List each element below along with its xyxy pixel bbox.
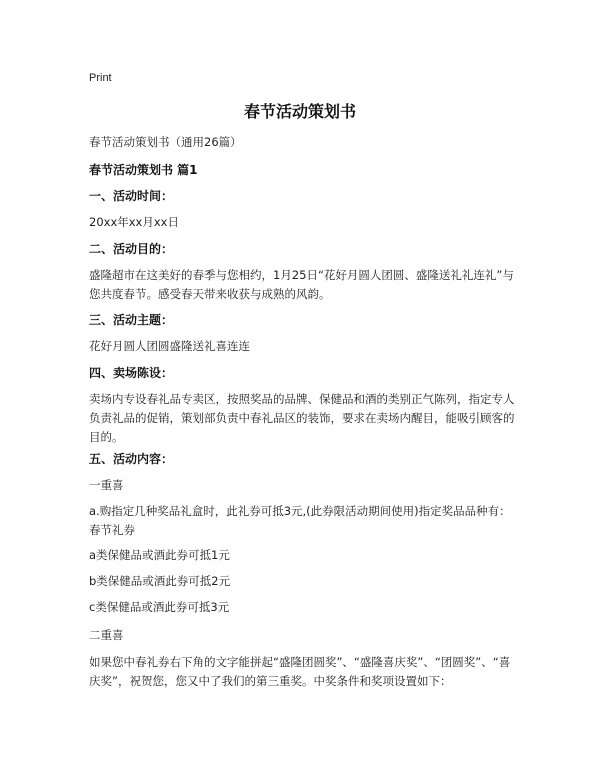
display-text: 卖场内专设春礼品专卖区，按照奖品的品牌、保健品和酒的类别正气陈列，指定专人负责礼品的促销，策划部负责中春礼品区的装饰，要求在卖场内醒目，能吸引顾客的目的。 xyxy=(89,392,515,444)
time-heading: 一、活动时间： xyxy=(89,189,174,203)
section-title: 春节活动策划书 篇1 xyxy=(89,163,198,177)
print-label[interactable]: Print xyxy=(89,72,112,84)
display-heading: 四、卖场陈设： xyxy=(89,366,174,380)
content-heading: 五、活动内容： xyxy=(89,452,174,466)
time-value: 20xx年xx月xx日 xyxy=(89,215,179,229)
document-title: 春节活动策划书 xyxy=(243,102,356,121)
prize1-item-c: c类保健品或酒此券可抵3元 xyxy=(89,600,230,614)
theme-heading: 三、活动主题： xyxy=(89,313,174,327)
purpose-heading: 二、活动目的： xyxy=(89,242,174,256)
prize1-text: a.购指定几种奖品礼盒时，此礼券可抵3元,(此券限活动期间使用)指定奖品品种有：春节礼券 xyxy=(89,504,511,537)
prize2-heading: 二重喜 xyxy=(89,628,124,642)
theme-text: 花好月圆人团圆盛隆送礼喜连连 xyxy=(89,339,250,353)
prize1-item-a: a类保健品或酒此券可抵1元 xyxy=(89,548,230,562)
purpose-text: 盛隆超市在这美好的春季与您相约，1月25日“花好月圆人团圆、盛隆送礼礼连礼”与您共度春节。感受春天带来收获与成熟的风韵。 xyxy=(89,268,514,301)
prize1-heading: 一重喜 xyxy=(89,478,124,492)
document-subtitle: 春节活动策划书（通用26篇） xyxy=(89,135,242,149)
prize2-text: 如果您中春礼券右下角的文字能拼起“盛隆团圆奖”、“盛隆喜庆奖”、“团圆奖”、“喜庆奖”，祝贺您，您又中了我们的第三重奖。中奖条件和奖项设置如下： xyxy=(89,655,511,688)
prize1-item-b: b类保健品或酒此券可抵2元 xyxy=(89,574,231,588)
